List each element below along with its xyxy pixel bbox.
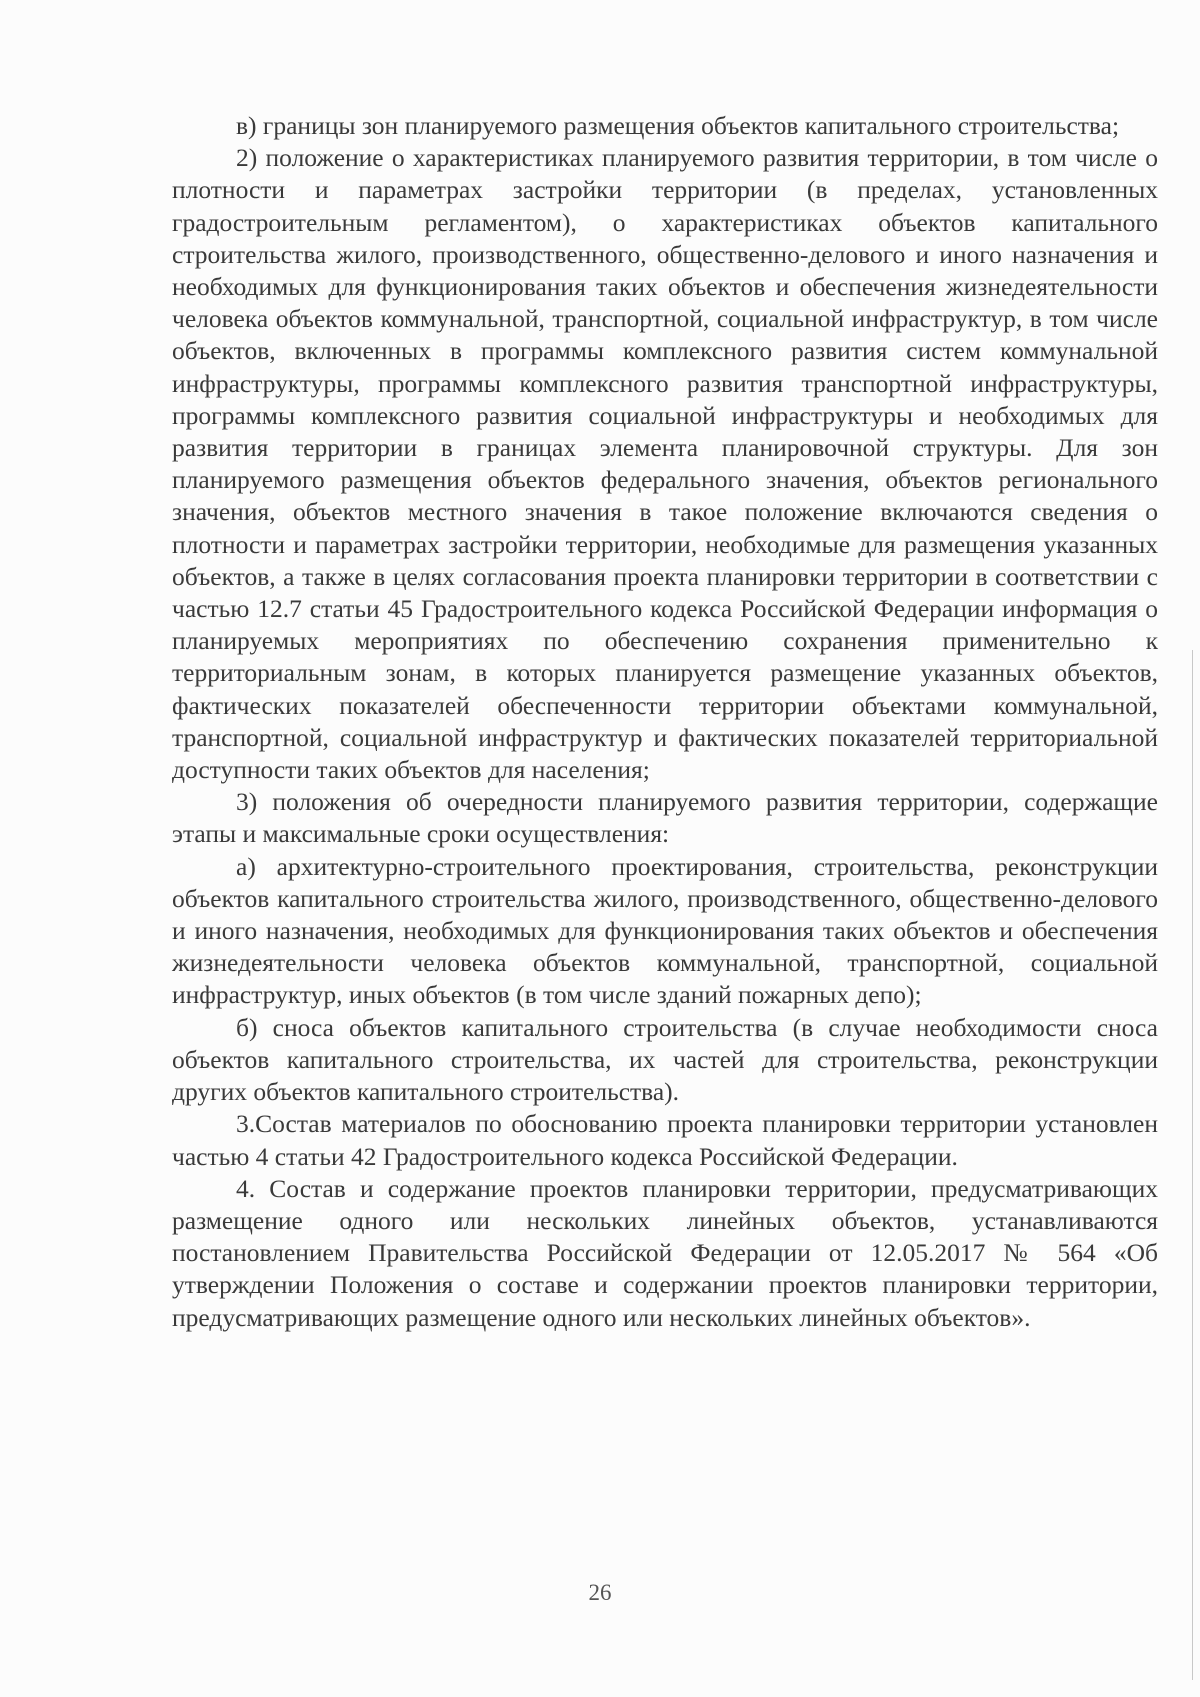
paragraph-justification-materials: 3.Состав материалов по обоснованию проекта планировки территории установлен частью 4 статьи 42 Градостроительного кодекса Российской Федерации. [172,1109,1158,1171]
paragraph-development-characteristics: 2) положение о характеристиках планируемого развития территории, в том числе о плотности и параметрах застройки территории (в пределах, установленных градостроительным регламентом), о характеристиках объектов капитального строительства жилого, производственного, общественно-делового и иного назначения и необходимых для функционирования таких объектов и обеспечения жизнедеятельности человека объектов коммунальной, транспортной, социальной инфраструктур, в том числе объектов, включенных в программы комплексного развития систем коммунальной инфраструктуры, программы комплексного развития транспортной инфраструктуры, программы комплексного развития социальной инфраструктуры и необходимых для развития территории в границах элемента планировочной структуры. Для зон планируемого размещения объектов федерального значения, объектов регионального значения, объектов местного значения в такое положение включаются сведения о плотности и параметрах застройки территории, необходимые для размещения указанных объектов, а также в целях согласования проекта планировки территории в соответствии с частью 12.7 статьи 45 Градостроительного кодекса Российской Федерации информация о планируемых мероприятиях по обеспечению сохранения применительно к территориальным зонам, в которых планируется размещение указанных объектов, фактических показателей обеспеченности территории объектами коммунальной, транспортной, социальной инфраструктур и фактических показателей территориальной доступности таких объектов для населения; [172,143,1158,785]
document-body [172,110,1158,1334]
paragraph-linear-objects: 4. Состав и содержание проектов планировки территории, предусматривающих размещение одного или нескольких линейных объектов, устанавливаются постановлением Правительства Российской Федерации от 12.05.2017 № 564 «Об утверждении Положения о составе и содержании проектов планировки территории, предусматривающих размещение одного или нескольких линейных объектов». [172,1173,1158,1332]
page-number: 26 [588,1580,612,1605]
paragraph-development-stages: 3) положения об очередности планируемого развития территории, содержащие этапы и максимальные сроки осуществления: [172,787,1158,849]
paragraph-zone-boundaries: в) границы зон планируемого размещения объектов капитального строительства; [236,111,1120,140]
paragraph-design-construction: а) архитектурно-строительного проектирования, строительства, реконструкции объектов капитального строительства жилого, производственного, общественно-делового и иного назначения, необходимых для функционирования таких объектов и обеспечения жизнедеятельности человека объектов коммунальной, транспортной, социальной инфраструктур, иных объектов (в том числе зданий пожарных депо); [172,851,1158,1010]
scan-edge-line [1192,650,1193,1680]
paragraph-demolition: б) сноса объектов капитального строительства (в случае необходимости сноса объектов капитального строительства, их частей для строительства, реконструкции других объектов капитального строительства). [172,1012,1158,1107]
